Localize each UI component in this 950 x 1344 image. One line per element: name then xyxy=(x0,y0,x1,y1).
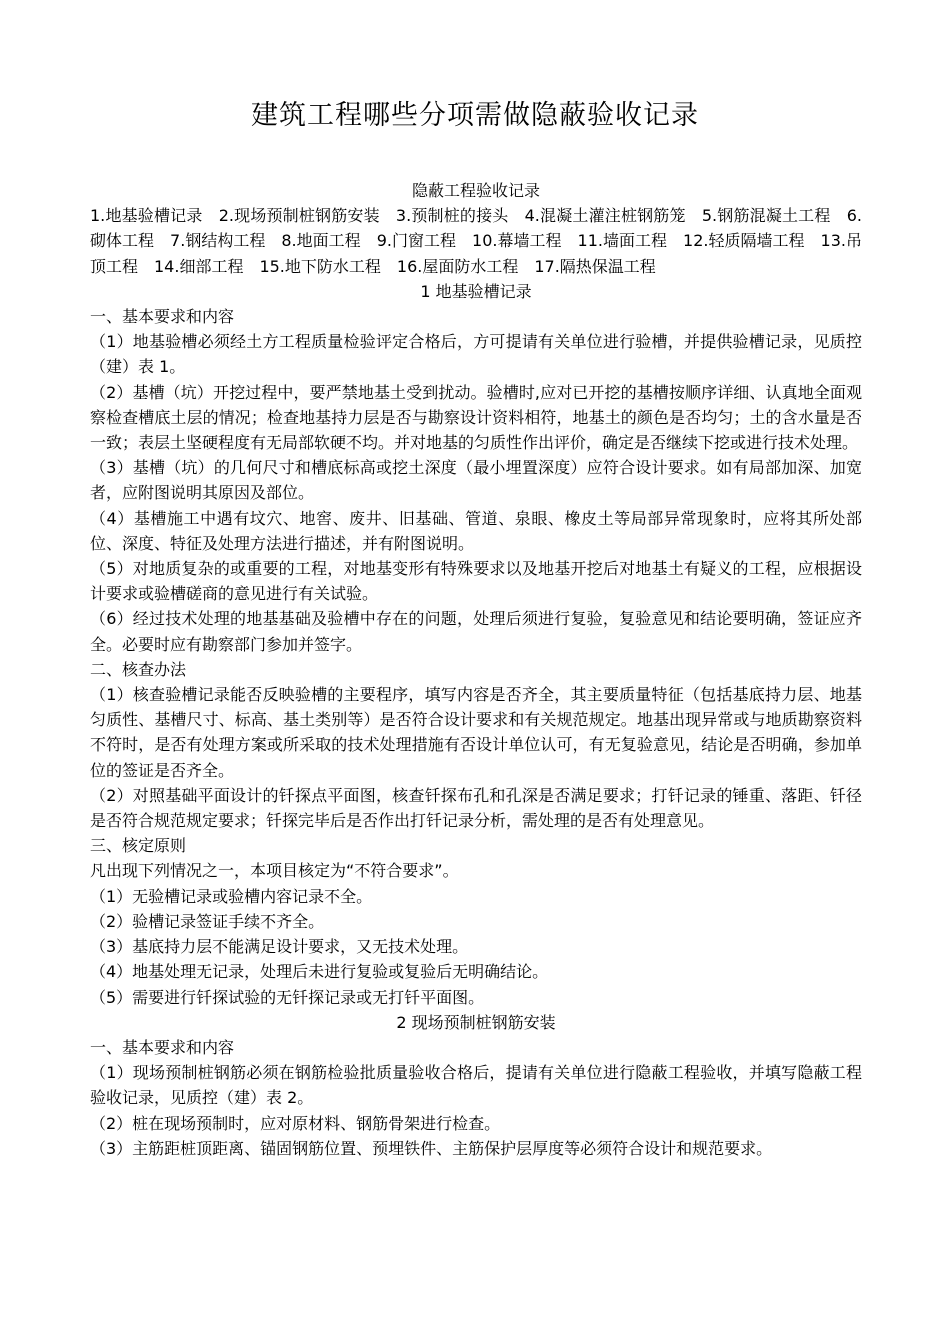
paragraph: （2）桩在现场预制时，应对原材料、钢筋骨架进行检查。 xyxy=(90,1113,501,1133)
subsection-heading: 一、基本要求和内容 xyxy=(90,307,235,327)
paragraph: （3）主筋距桩顶距离、锚固钢筋位置、预埋铁件、主筋保护层厚度等必须符合设计和规范要求。 xyxy=(90,1138,773,1158)
section-heading-1: 1 地基验槽记录 xyxy=(420,281,532,301)
paragraph: （2）对照基础平面设计的钎探点平面图，核查钎探布孔和孔深是否满足要求；打钎记录的锤重、落距、钎径是否符合规范规定要求；钎探完毕后是否作出打钎记录分析，需处理的是否有处理意见。 xyxy=(90,785,862,831)
paragraph: （5）对地质复杂的或重要的工程，对地基变形有特殊要求以及地基开挖后对地基土有疑义的工程，应根据设计要求或验槽磋商的意见进行有关试验。 xyxy=(90,559,862,604)
paragraph: （1）核查验槽记录能否反映验槽的主要程序，填写内容是否齐全，其主要质量特征（包括基底持力层、地基匀质性、基槽尺寸、标高、基土类别等）是否符合设计要求和有关规范规定。地基出现异常或与地质勘察资料不符时，是否有处理方案或所采取的技术处理措施有否设计单位认可，有无复验意见，结论是否明确，参加单位的签证是否齐全。 xyxy=(90,685,862,780)
section-heading-2: 2 现场预制桩钢筋安装 xyxy=(396,1012,556,1032)
subtitle: 隐蔽工程验收记录 xyxy=(411,181,540,200)
paragraph: （2）基槽（坑）开挖过程中，要严禁地基土受到扰动。验槽时,应对已开挖的基槽按顺序详细、认真地全面观察检查槽底土层的情况；检查地基持力层是否与勘察设计资料相符，地基土的颜色是否均匀；土的含水量是否一致；表层土坚硬程度有无局部软硬不均。并对地基的匀质性作出评价，确定是否继续下挖或进行技术处理。 xyxy=(90,382,862,453)
subsection-heading: 一、基本要求和内容 xyxy=(90,1037,235,1057)
list-item: （2）验槽记录签证手续不齐全。 xyxy=(90,911,325,931)
paragraph: （3）基槽（坑）的几何尺寸和槽底标高或挖土深度（最小埋置深度）应符合设计要求。如有局部加深、加宽者，应附图说明其原因及部位。 xyxy=(90,458,862,503)
document-body xyxy=(90,178,862,1161)
paragraph: （4）基槽施工中遇有坟穴、地窖、废井、旧基础、管道、泉眼、橡皮土等局部异常现象时，应将其所处部位、深度、特征及处理方法进行描述，并有附图说明。 xyxy=(90,508,862,553)
table-of-contents: 1.地基验槽记录 2.现场预制桩钢筋安装 3.预制桩的接头 4.混凝土灌注桩钢筋笼 5.钢筋混凝土工程 6.砌体工程 7.钢结构工程 8.地面工程 9.门窗工程 10.幕墙工程 11.墙面工程 12.轻质隔墙工程 13.吊顶工程 14.细部工程 15.地下防水工程 16.屋面防水工程 17.隔热保温工程 xyxy=(90,206,862,276)
paragraph: （1）现场预制桩钢筋必须在钢筋检验批质量验收合格后，提请有关单位进行隐蔽工程验收，并填写隐蔽工程验收记录，见质控（建）表 2。 xyxy=(90,1063,862,1108)
list-item: （5）需要进行钎探试验的无钎探记录或无打钎平面图。 xyxy=(90,987,485,1007)
paragraph: （6）经过技术处理的地基基础及验槽中存在的问题，处理后须进行复验，复验意见和结论要明确，签证应齐全。必要时应有勘察部门参加并签字。 xyxy=(90,609,862,654)
paragraph: 凡出现下列情况之一，本项目核定为“不符合要求”。 xyxy=(90,861,459,881)
list-item: （3）基底持力层不能满足设计要求，又无技术处理。 xyxy=(90,937,469,957)
list-item: （4）地基处理无记录，处理后未进行复验或复验后无明确结论。 xyxy=(90,962,549,982)
subsection-heading: 三、核定原则 xyxy=(90,836,187,856)
subsection-heading: 二、核查办法 xyxy=(90,659,187,679)
document-title: 建筑工程哪些分项需做隐蔽验收记录 xyxy=(251,100,699,131)
list-item: （1）无验槽记录或验槽内容记录不全。 xyxy=(90,886,373,906)
paragraph: （1）地基验槽必须经土方工程质量检验评定合格后，方可提请有关单位进行验槽，并提供验槽记录，见质控（建）表 1。 xyxy=(90,332,862,377)
